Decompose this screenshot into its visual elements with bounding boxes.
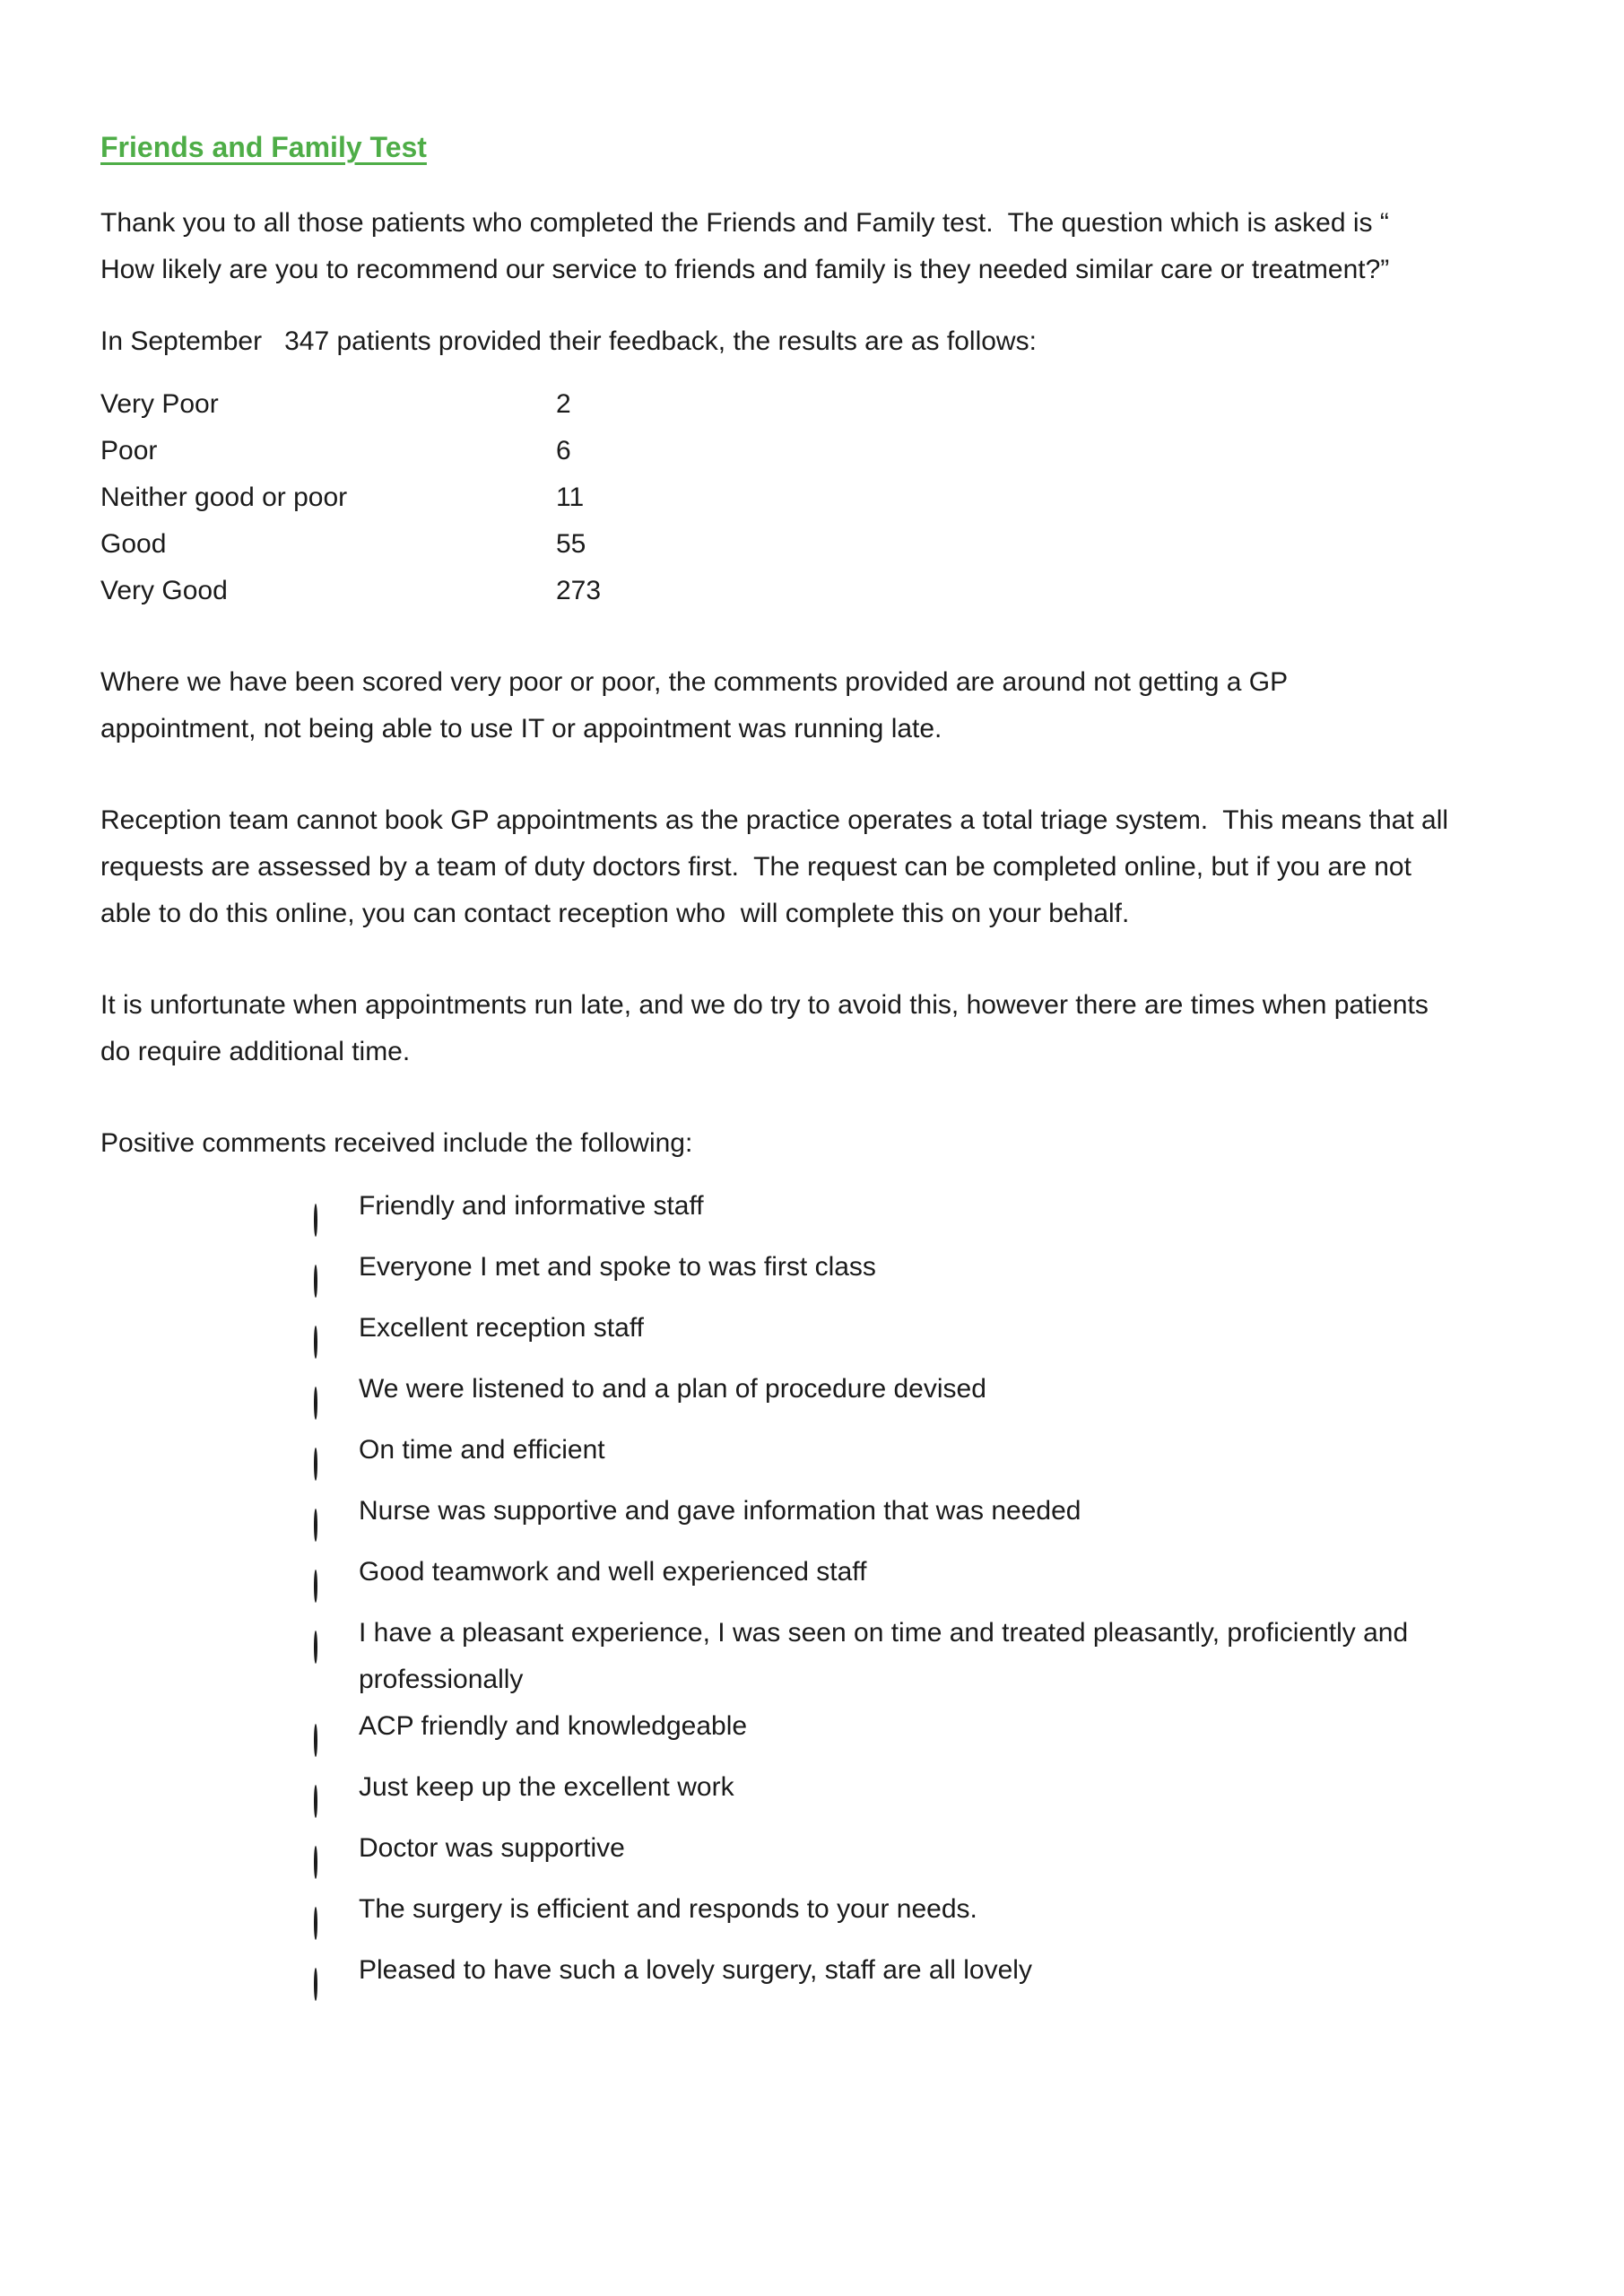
circle-bullet-icon <box>314 1305 359 1366</box>
list-item <box>314 1549 1450 1610</box>
comment-text: Doctor was supportive <box>359 1833 625 1863</box>
circle-bullet-icon <box>314 1610 359 1703</box>
rating-label: Poor <box>100 436 158 465</box>
list-item <box>314 1825 1450 1886</box>
circle-bullet-icon <box>314 1703 359 1764</box>
circle-bullet-icon <box>314 1947 359 2008</box>
list-item <box>314 1244 1450 1305</box>
comment-text: On time and efficient <box>359 1435 605 1465</box>
circle-bullet-icon <box>314 1366 359 1427</box>
comment-text: Good teamwork and well experienced staff <box>359 1557 867 1587</box>
circle-bullet-icon <box>314 1825 359 1886</box>
positive-intro: Positive comments received include the following: <box>100 1128 693 1158</box>
circle-bullet-icon <box>314 1244 359 1305</box>
comment-text: The surgery is efficient and responds to your needs. <box>359 1894 977 1924</box>
comment-text: Excellent reception staff <box>359 1313 644 1343</box>
list-item <box>314 1947 1450 2008</box>
list-item <box>314 1886 1450 1947</box>
rating-label: Neither good or poor <box>100 483 348 512</box>
list-item <box>314 1488 1450 1549</box>
comment-text: I have a pleasant experience, I was seen on time and treated pleasantly, proficiently and professionally <box>359 1618 1409 1694</box>
table-row <box>100 428 1450 474</box>
circle-bullet-icon <box>314 1886 359 1947</box>
table-row <box>100 474 1450 521</box>
table-row <box>100 521 1450 568</box>
comment-text: Nurse was supportive and gave information that was needed <box>359 1496 1081 1526</box>
rating-label: Very Good <box>100 576 228 605</box>
list-item <box>314 1764 1450 1825</box>
comment-text: Pleased to have such a lovely surgery, staff are all lovely <box>359 1955 1032 1985</box>
positive-comments-list <box>100 1183 1450 2008</box>
rating-value: 11 <box>556 483 585 512</box>
rating-label: Good <box>100 529 167 559</box>
circle-bullet-icon <box>314 1764 359 1825</box>
rating-value: 273 <box>556 576 602 605</box>
comment-text: We were listened to and a plan of procedure devised <box>359 1374 986 1404</box>
circle-bullet-icon <box>314 1183 359 1244</box>
list-item <box>314 1183 1450 1244</box>
list-item <box>314 1305 1450 1366</box>
intro-paragraph: Thank you to all those patients who completed the Friends and Family test. The question which is asked is “ How likely are you to recommend our service to friends and family is they needed similar care or treatment?” <box>100 208 1397 284</box>
circle-bullet-icon <box>314 1427 359 1488</box>
table-row <box>100 568 1450 614</box>
list-item <box>314 1366 1450 1427</box>
document-page <box>100 131 1456 2008</box>
results-table <box>100 381 1450 614</box>
rating-label: Very Poor <box>100 389 219 419</box>
page-title: Friends and Family Test <box>100 131 427 163</box>
circle-bullet-icon <box>314 1549 359 1610</box>
list-item <box>314 1427 1450 1488</box>
rating-value: 2 <box>556 389 571 419</box>
comment-text: Just keep up the excellent work <box>359 1772 734 1802</box>
comment-text: Friendly and informative staff <box>359 1191 704 1221</box>
comment-text: Everyone I met and spoke to was first class <box>359 1252 876 1282</box>
reception-paragraph: Reception team cannot book GP appointments as the practice operates a total triage system. This means that all requests are assessed by a team of duty doctors first. The request can be completed online, but if you are not able to do this online, you can contact reception who will complete this on your behalf. <box>100 805 1456 928</box>
list-item <box>314 1610 1450 1703</box>
late-paragraph: It is unfortunate when appointments run late, and we do try to avoid this, however there are times when patients do require additional time. <box>100 990 1444 1066</box>
table-row <box>100 381 1450 428</box>
comment-text: ACP friendly and knowledgeable <box>359 1711 748 1741</box>
rating-value: 55 <box>556 529 586 559</box>
list-item <box>314 1703 1450 1764</box>
scored-paragraph: Where we have been scored very poor or poor, the comments provided are around not getting a GP appointment, not being able to use IT or appointment was running late. <box>100 667 1295 744</box>
rating-value: 6 <box>556 436 571 465</box>
circle-bullet-icon <box>314 1488 359 1549</box>
september-summary: In September 347 patients provided their feedback, the results are as follows: <box>100 326 1037 356</box>
